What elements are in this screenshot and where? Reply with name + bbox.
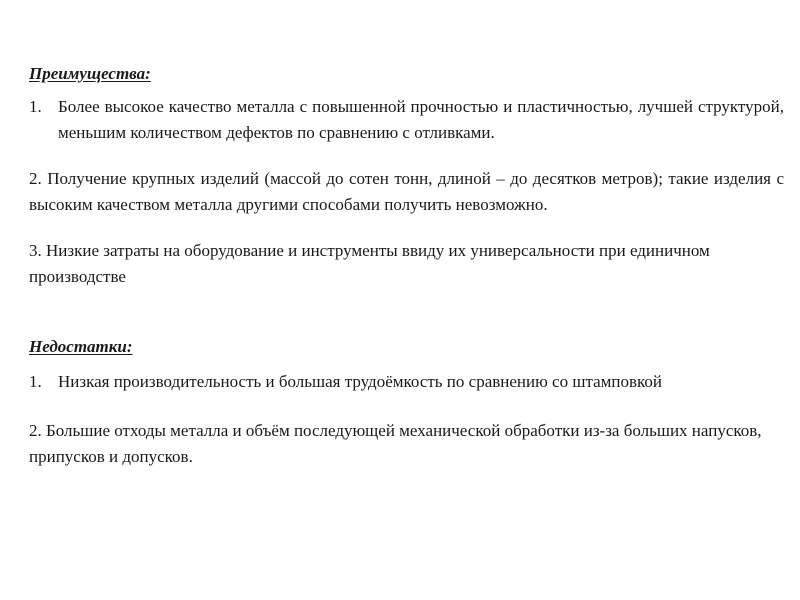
list-item-text: Низкая производительность и большая трудоёмкость по сравнению со штамповкой	[58, 372, 662, 391]
disadvantages-item-1	[29, 369, 784, 395]
advantages-heading: Преимущества:	[29, 64, 151, 83]
disadvantages-item-2: 2. Большие отходы металла и объём последующей механической обработки из-за больших напусков, припусков и допусков.	[29, 421, 762, 466]
advantages-item-1	[29, 94, 784, 146]
list-number: 1.	[29, 97, 42, 116]
list-number: 1.	[29, 372, 42, 391]
disadvantages-heading: Недостатки:	[29, 337, 133, 356]
advantages-item-2: 2. Получение крупных изделий (массой до сотен тонн, длиной – до десятков метров); такие изделия с высоким качеством металла другими способами получить невозможно.	[29, 169, 784, 214]
advantages-item-3: 3. Низкие затраты на оборудование и инструменты ввиду их универсальности при единичном производстве	[29, 241, 710, 286]
list-item-text: Более высокое качество металла с повышенной прочностью и пластичностью, лучшей структурой, меньшим количеством дефектов по сравнению с отливками.	[58, 97, 784, 142]
